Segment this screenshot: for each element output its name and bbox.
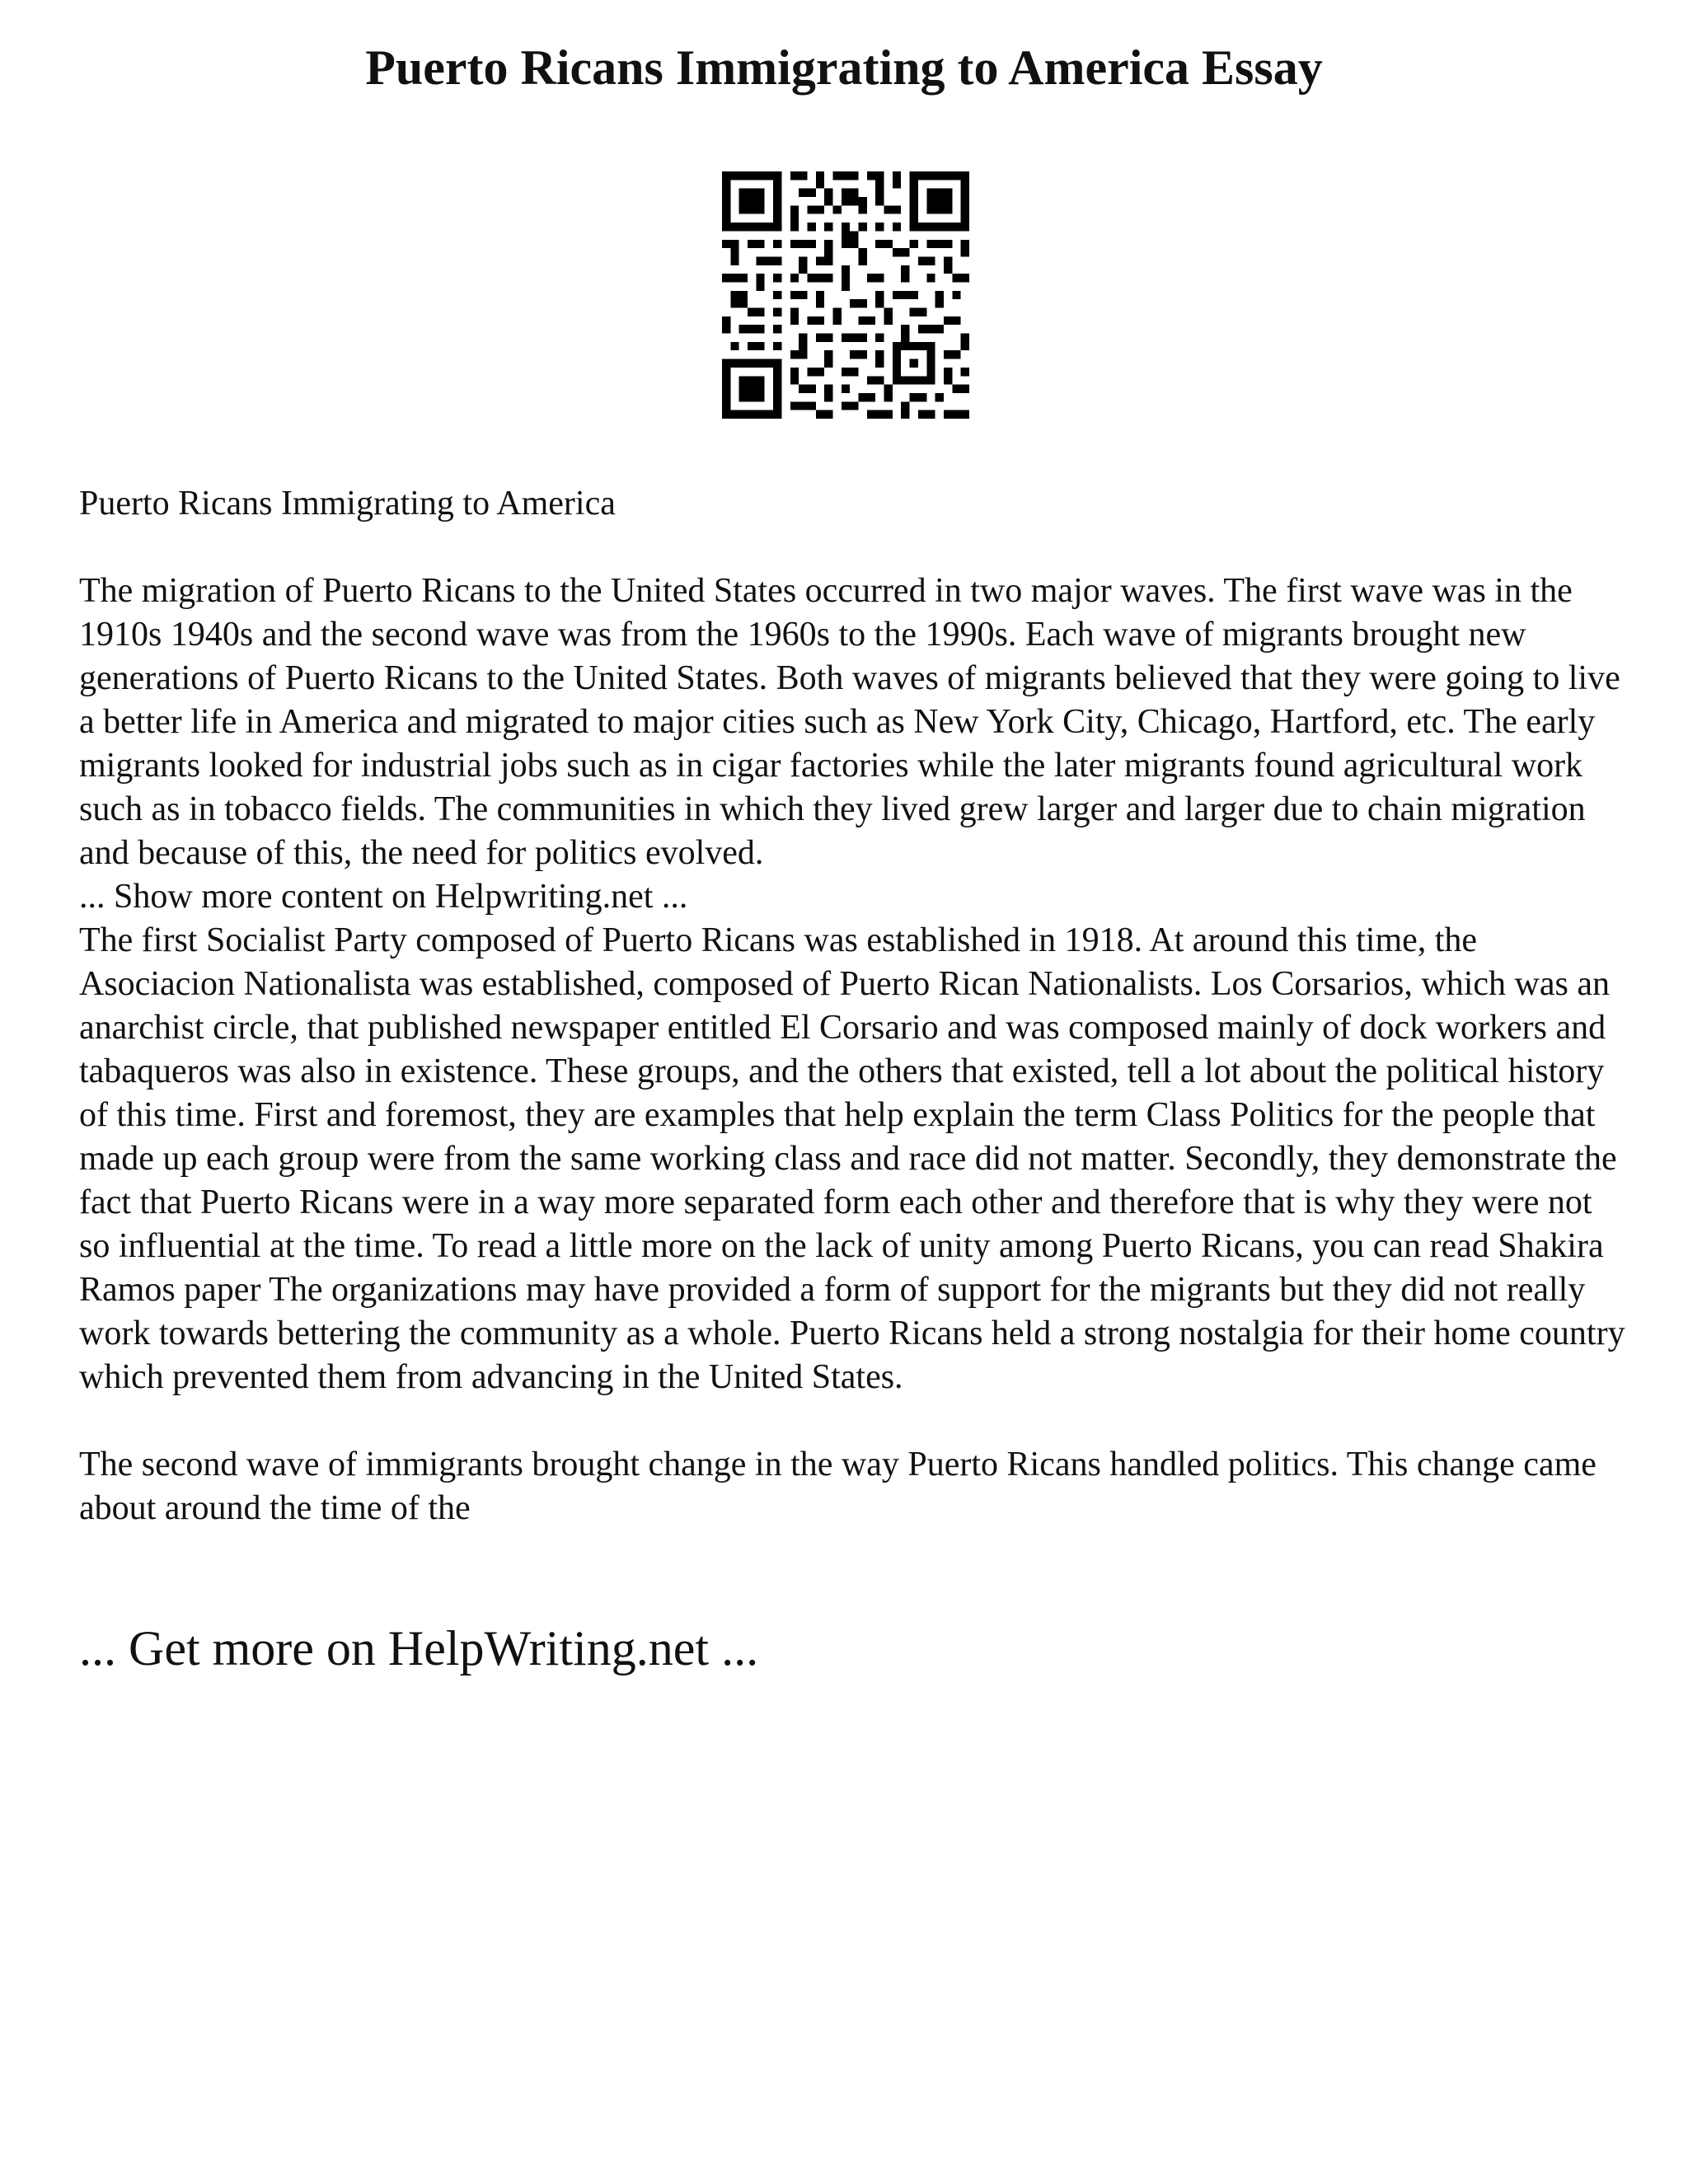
paragraph-1: The migration of Puerto Ricans to the United States occurred in two major waves. The first wave was in the 1910s 1940s and the second wave was from the 1960s to the 1990s. Each wave of migrants brought new generations of Puerto Ricans to the United States. Both waves of migrants believed that they were going to live a better life in America and migrated to major cities such as New York City, Chicago, Hartford, etc. The early migrants looked for industrial jobs such as in cigar factories while the later migrants found agricultural work such as in tobacco fields. The communities in which they lived grew larger and larger due to chain migration and because of this, the need for politics evolved. (79, 572, 1620, 872)
document-title: Puerto Ricans Immigrating to America Essay (365, 40, 1323, 95)
paragraph-spacer (79, 1399, 1629, 1443)
get-more-link[interactable]: ... Get more on HelpWriting.net ... (79, 1621, 759, 1675)
essay-body (79, 482, 1629, 1530)
paragraph-2: The first Socialist Party composed of Puerto Ricans was established in 1918. At around this time, the Asociacion Nationalista was established, composed of Puerto Rican Nationalists. Los Corsarios, which was an anarchist circle, that published newspaper entitled El Corsario and was composed mainly of dock workers and tabaqueros was also in existence. These groups, and the others that existed, tell a lot about the political history of this time. First and foremost, they are examples that help explain the term Class Politics for the people that made up each group were from the same working class and race did not matter. Secondly, they demonstrate the fact that Puerto Ricans were in a way more separated form each other and therefore that is why they were not so influential at the time. To read a little more on the lack of unity among Puerto Ricans, you can read Shakira Ramos paper The organizations may have provided a form of support for the migrants but they did not really work towards bettering the community as a whole. Puerto Ricans held a strong nostalgia for their home country which prevented them from advancing in the United States. (79, 921, 1625, 1396)
paragraph-3: The second wave of immigrants brought change in the way Puerto Ricans handled politics. This change came about around the time of the (79, 1446, 1597, 1527)
essay-subtitle: Puerto Ricans Immigrating to America (79, 485, 616, 523)
show-more-link[interactable]: ... Show more content on Helpwriting.net ... (79, 878, 688, 916)
qr-code-icon (722, 171, 969, 419)
